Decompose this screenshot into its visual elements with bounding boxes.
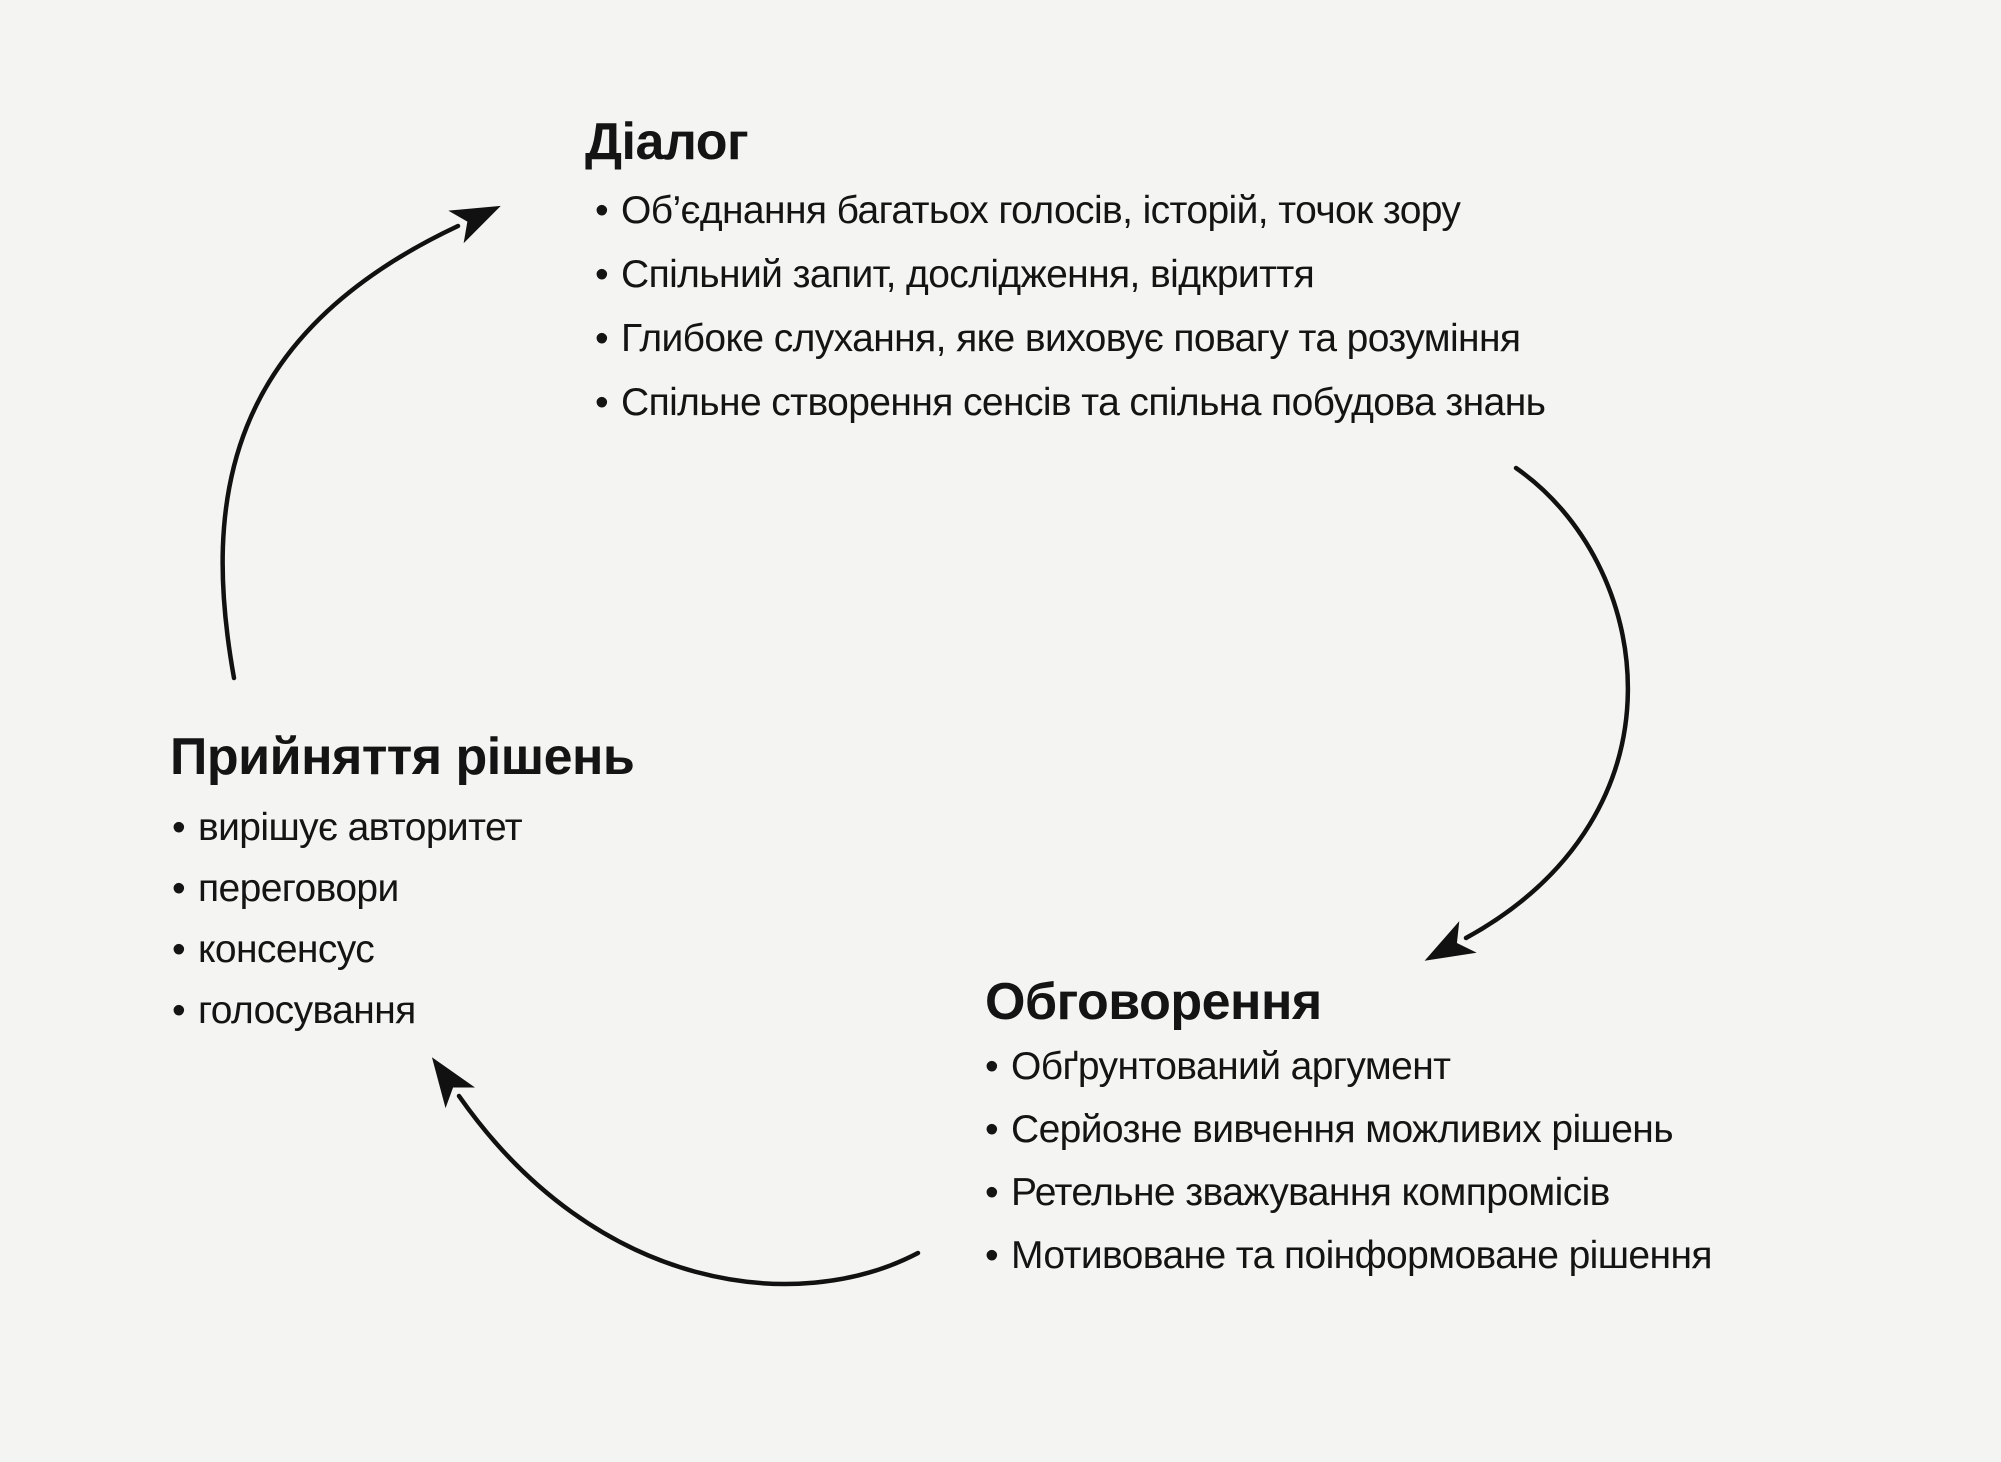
bullet-item: • Обґрунтований аргумент xyxy=(985,1035,1712,1098)
bullet-item: • Мотивоване та поінформоване рішення xyxy=(985,1224,1712,1287)
node-discussion-title: Обговорення xyxy=(985,973,1322,1031)
node-decision-making-title: Прийняття рішень xyxy=(170,728,635,786)
bullet-item: • Спільне створення сенсів та спільна побудова знань xyxy=(595,371,1545,435)
bullet-item: • Ретельне зважування компромісів xyxy=(985,1161,1712,1224)
bullet-item: • консенсус xyxy=(172,919,522,980)
node-discussion-bullets xyxy=(985,1035,1712,1287)
bullet-item: • голосування xyxy=(172,980,522,1041)
arrow-discussion-to-decision-icon xyxy=(459,1096,918,1284)
node-dialog-bullets xyxy=(595,179,1545,435)
bullet-item: • переговори xyxy=(172,858,522,919)
node-decision-making-bullets xyxy=(172,797,522,1041)
arrow-decision-to-dialog-icon xyxy=(223,226,458,678)
node-dialog-title: Діалог xyxy=(585,113,749,171)
bullet-item: • вирішує авторитет xyxy=(172,797,522,858)
bullet-item: • Об’єднання багатьох голосів, історій, точок зору xyxy=(595,179,1545,243)
bullet-item: • Глибоке слухання, яке виховує повагу та розуміння xyxy=(595,307,1545,371)
arrow-dialog-to-discussion-icon xyxy=(1466,468,1628,938)
bullet-item: • Серйозне вивчення можливих рішень xyxy=(985,1098,1712,1161)
bullet-item: • Спільний запит, дослідження, відкриття xyxy=(595,243,1545,307)
